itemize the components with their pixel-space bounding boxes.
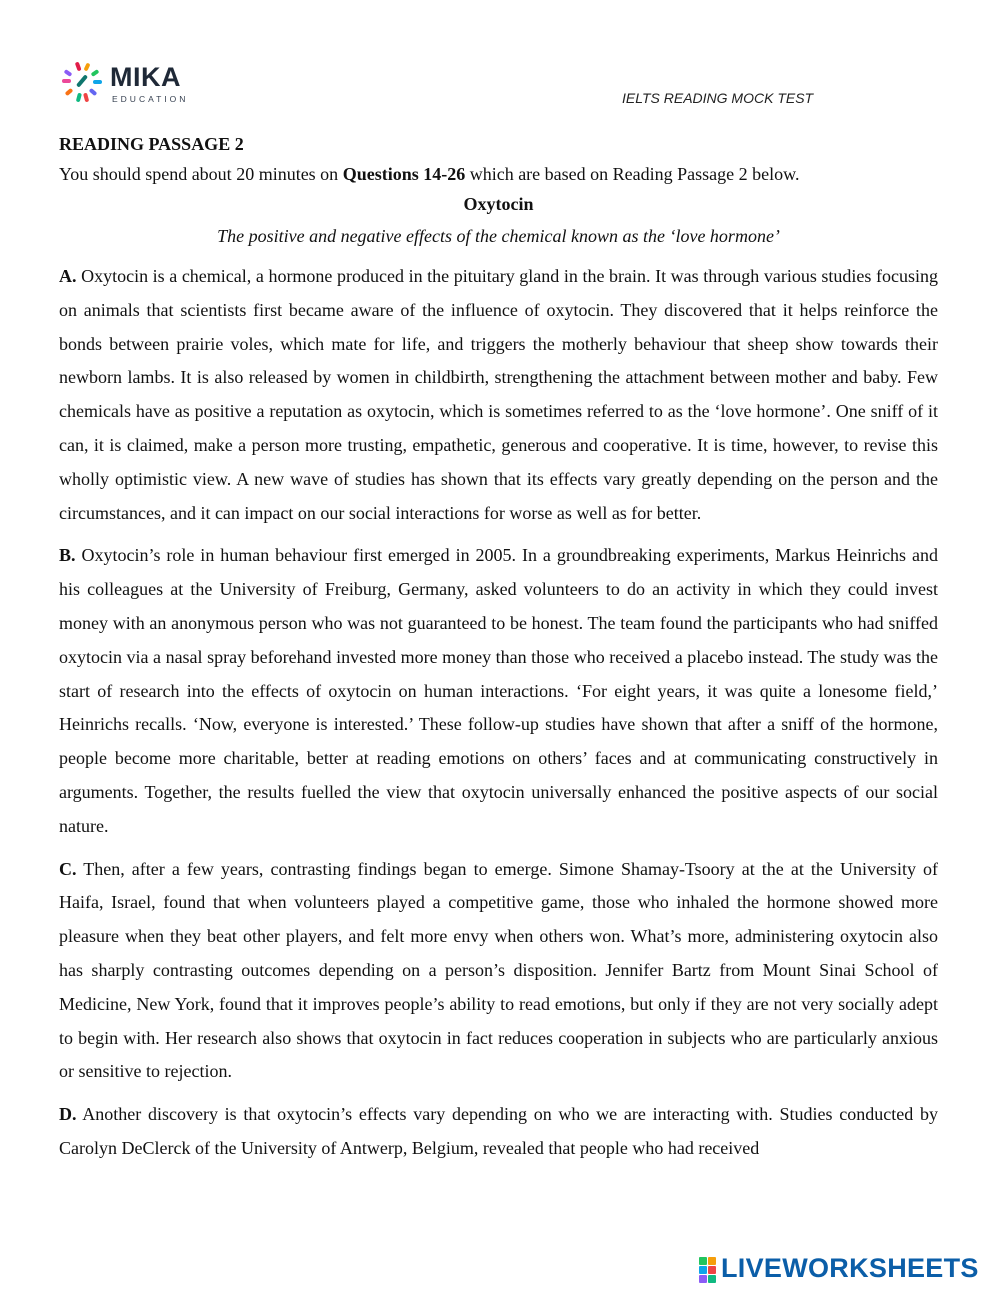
test-type-header: IELTS READING MOCK TEST <box>622 90 814 106</box>
instruction-questions: Questions 14-26 <box>342 164 466 184</box>
liveworksheets-watermark <box>699 1255 999 1285</box>
article-title: Oxytocin <box>463 194 534 214</box>
instruction-after: which are based on Reading Passage 2 below. <box>465 164 800 184</box>
instruction-before: You should spend about 20 minutes on <box>59 164 343 184</box>
paragraph-text: Then, after a few years, contrasting findings began to emerge. Simone Shamay-Tsoory at the at the University of Haifa, Israel, found that when volunteers played a competitive game, those who inhaled the hormone showed more pleasure when they beat other players, and felt more envy when others won. What’s more, administering oxytocin also has sharply contrasting outcomes depending on a person’s disposition. Jennifer Bartz from Mount Sinai School of Medicine, New York, found that it improves people’s ability to read emotions, but only if they are not very socially adept to begin with. Her research also shows that oxytocin in fact reduces cooperation in subjects who are particularly anxious or sensitive to rejection. <box>59 858 938 1082</box>
paragraph-label: D. <box>59 1104 77 1125</box>
paragraph-text: Oxytocin is a chemical, a hormone produced in the pituitary gland in the brain. It was through various studies focusing on animals that scientists first became aware of the influence of oxytocin. They discovered that it helps reinforce the bonds between prairie voles, which mate for life, and triggers the motherly behaviour that sheep show towards their newborn lambs. It is also released by women in childbirth, strengthening the attachment between mother and baby. Few chemicals have as positive a reputation as oxytocin, which is sometimes referred to as the ‘love hormone’. One sniff of it can, it is claimed, make a person more trusting, empathetic, generous and cooperative. It is time, however, to revise this wholly optimistic view. A new wave of studies has shown that its effects vary greatly depending on the person and the circumstances, and it can impact on our social interactions for worse as well as for better. <box>59 266 938 523</box>
mika-education-logo <box>60 58 200 108</box>
paragraph-b <box>59 539 938 843</box>
mika-logo-mark-icon <box>60 60 106 104</box>
paragraph-label: C. <box>59 858 77 879</box>
paragraph-label: B. <box>59 545 76 566</box>
article-subtitle: The positive and negative effects of the chemical known as the ‘love hormone’ <box>217 226 780 246</box>
logo-subtitle: EDUCATION <box>112 94 189 104</box>
instruction-text <box>59 162 938 186</box>
passage-title: READING PASSAGE 2 <box>59 134 244 154</box>
paragraph-text: Another discovery is that oxytocin’s effects vary depending on who we are interacting with. Studies conducted by Carolyn DeClerck of the University of Antwerp, Belgium, revealed that people who had received <box>59 1104 938 1158</box>
paragraph-a <box>59 260 938 530</box>
logo-wordmark: MIKA <box>110 62 181 92</box>
paragraph-c <box>59 853 938 1090</box>
paragraph-d <box>59 1098 938 1166</box>
paragraph-label: A. <box>59 266 77 286</box>
liveworksheets-wordmark: LIVEWORKSHEETS <box>721 1253 979 1283</box>
paragraph-text: Oxytocin’s role in human behaviour first emerged in 2005. In a groundbreaking experiments, Markus Heinrichs and his colleagues at the University of Freiburg, Germany, asked volunteers to do an activity in which they could invest money with an anonymous person who was not guaranteed to be honest. The team found the participants who had sniffed oxytocin via a nasal spray beforehand invested more money than those who received a placebo instead. The study was the start of research into the effects of oxytocin on human interactions. ‘For eight years, it was quite a lonesome field,’ Heinrichs recalls. ‘Now, everyone is interested.’ These follow-up studies have shown that after a sniff of the hormone, people become more charitable, better at reading emotions on others’ faces and at communicating constructively in arguments. Together, the results fuelled the view that oxytocin universally enhanced the positive aspects of our social nature. <box>59 545 938 836</box>
passage-content <box>59 132 938 1166</box>
liveworksheets-logo-icon <box>699 1257 717 1283</box>
